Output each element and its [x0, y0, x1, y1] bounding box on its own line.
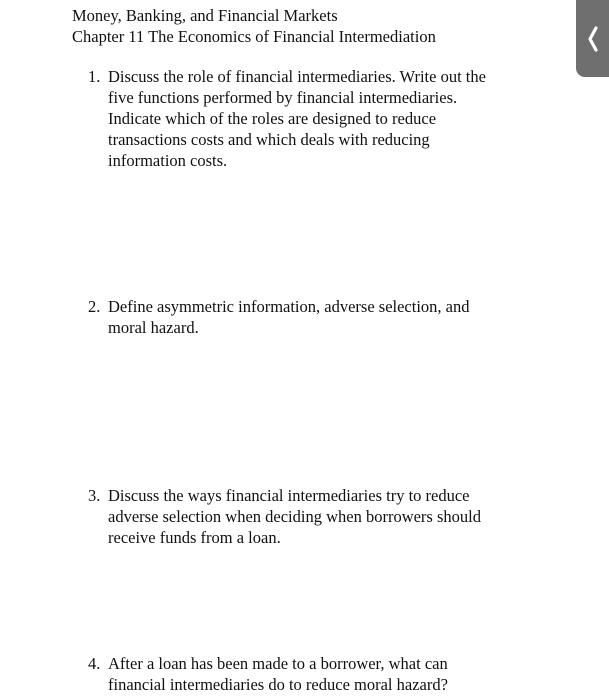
question-text: Discuss the ways financial intermediaries try to reduce adverse selection when deciding when borrowers should receive funds from a loan. [108, 486, 481, 547]
question-number: 3. [88, 486, 101, 505]
question-3 [88, 485, 538, 548]
question-4 [88, 653, 538, 695]
chapter-title: Chapter 11 The Economics of Financial Intermediation [72, 27, 436, 46]
question-number: 2. [88, 297, 101, 316]
question-number: 4. [88, 654, 101, 673]
document-header [72, 5, 436, 47]
question-text: After a loan has been made to a borrower, what can financial intermediaries do to reduce moral hazard? [108, 654, 448, 694]
chevron-left-icon [586, 25, 600, 53]
question-number: 1. [88, 67, 101, 86]
back-button[interactable] [576, 0, 609, 77]
course-title: Money, Banking, and Financial Markets [72, 6, 338, 25]
question-1 [88, 66, 538, 171]
question-2 [88, 296, 538, 338]
question-text: Discuss the role of financial intermediaries. Write out the five functions performed by financial intermediaries. Indicate which of the roles are designed to reduce transactions costs and which deals with reducing information costs. [108, 67, 486, 170]
question-text: Define asymmetric information, adverse selection, and moral hazard. [108, 297, 470, 337]
